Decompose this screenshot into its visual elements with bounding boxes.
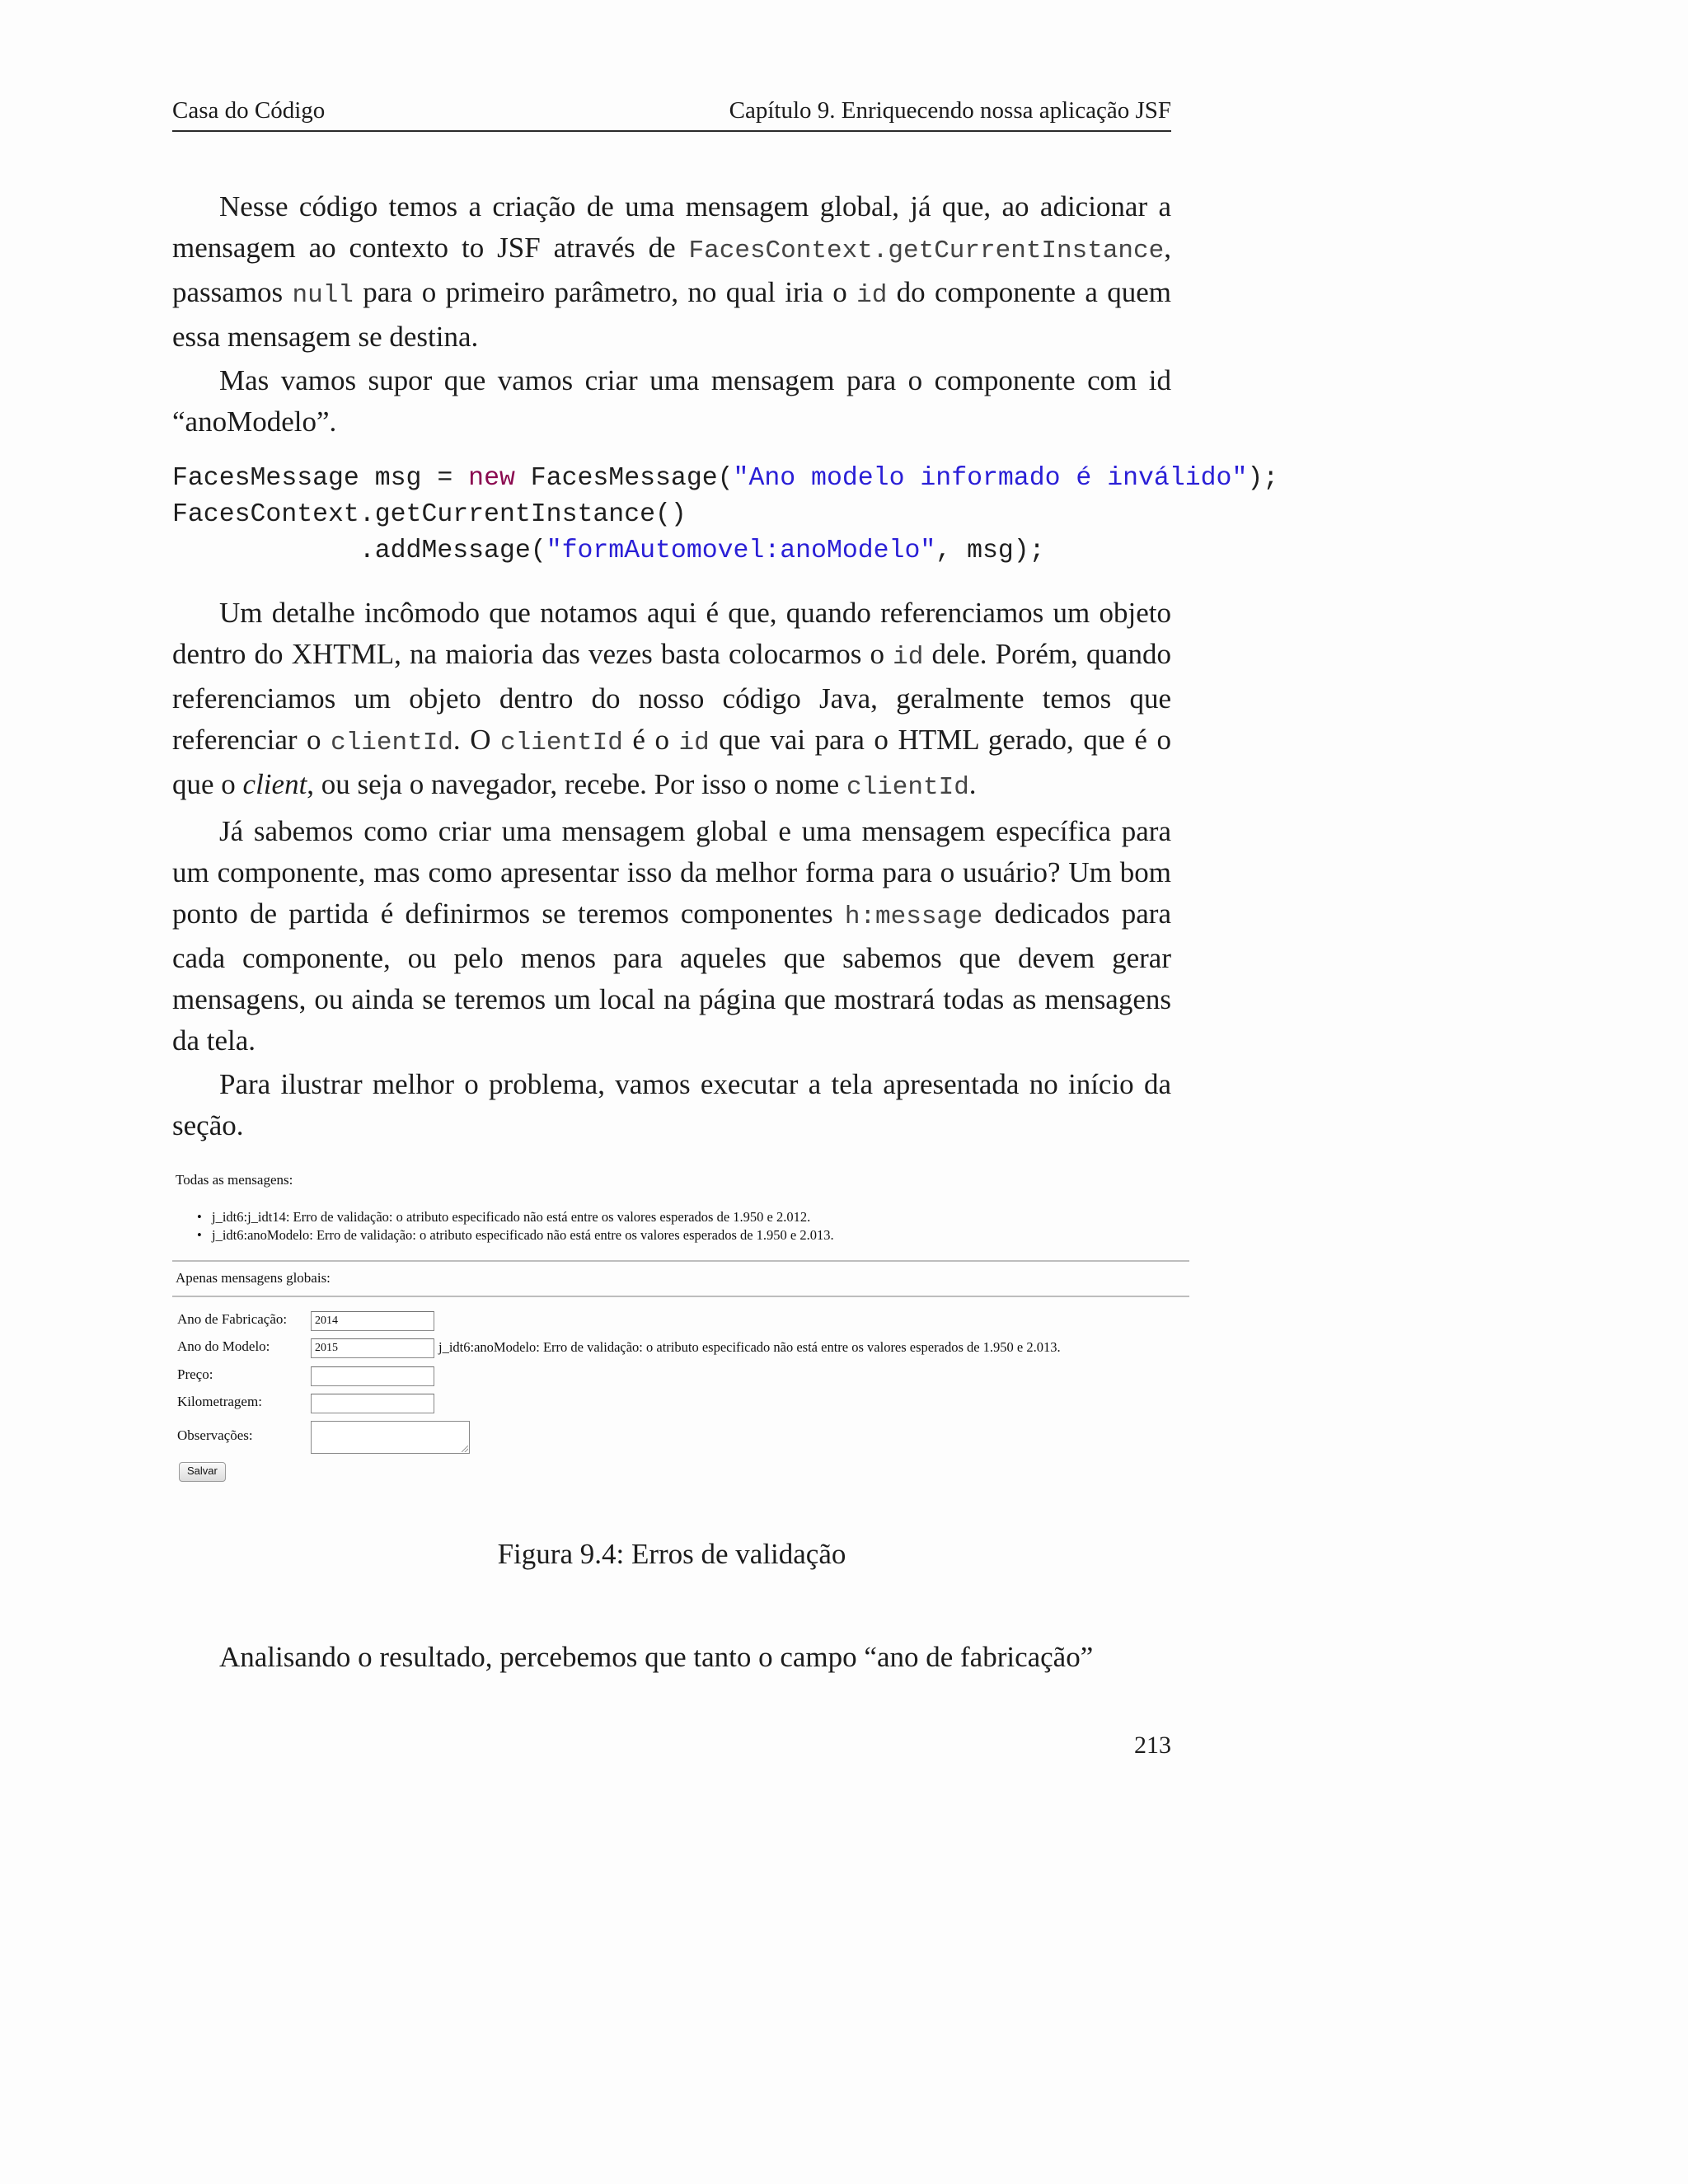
paragraph-analysis: Analisando o resultado, percebemos que tanto o campo “ano de fabricação” xyxy=(219,1641,1094,1673)
kilometragem-input[interactable] xyxy=(311,1394,434,1413)
code-string: "formAutomovel:anoModelo" xyxy=(546,537,936,565)
ano-fabricacao-input[interactable]: 2014 xyxy=(311,1311,434,1331)
code-text: FacesMessage( xyxy=(514,464,734,493)
chapter-title: Capítulo 9. Enriquecendo nossa aplicação JSF xyxy=(729,97,1171,124)
code-text: ); xyxy=(1247,464,1279,493)
inline-code: FacesContext.getCurrentInstance xyxy=(688,237,1165,265)
all-messages-heading: Todas as mensagens: xyxy=(176,1172,293,1188)
book-title: Casa do Código xyxy=(172,97,326,124)
text-block-top xyxy=(172,186,1171,445)
ano-modelo-input[interactable]: 2015 xyxy=(311,1338,434,1358)
text-run: para o primeiro parâmetro, no qual iria o xyxy=(353,276,857,308)
inline-code: clientId xyxy=(331,729,453,757)
messages-list xyxy=(197,1208,834,1244)
text-run: . xyxy=(968,768,977,800)
code-string: "Ano modelo informado é inválido" xyxy=(733,464,1248,493)
inline-code: h:message xyxy=(844,902,983,931)
text-run: Nesse código temos a criação de uma mensagem global, já que, ao adicionar a mensagem ao contexto to JSF através de xyxy=(172,190,1171,264)
divider xyxy=(172,1260,1189,1262)
code-text: FacesMessage msg = xyxy=(172,464,469,493)
divider xyxy=(172,1296,1189,1297)
list-item: • j_idt6:anoModelo: Erro de validação: o atributo especificado não está entre os valores esperados de 1.950 e 2.013. xyxy=(197,1226,834,1244)
inline-code: id xyxy=(678,729,710,757)
inline-code: id xyxy=(893,643,924,672)
resize-grip-icon[interactable] xyxy=(462,1446,468,1452)
text-block-middle xyxy=(172,593,1171,1149)
kilometragem-label: Kilometragem: xyxy=(177,1394,262,1409)
figure-screenshot xyxy=(172,1162,1189,1492)
running-header xyxy=(172,97,1171,132)
code-text: FacesContext.getCurrentInstance() xyxy=(172,500,687,529)
ano-modelo-label: Ano do Modelo: xyxy=(177,1338,270,1354)
inline-code: null xyxy=(292,281,354,310)
observacoes-label: Observações: xyxy=(177,1427,253,1443)
inline-code: id xyxy=(856,281,888,310)
text-run: . O xyxy=(452,724,501,756)
code-keyword: new xyxy=(468,464,515,493)
save-button[interactable]: Salvar xyxy=(179,1462,226,1482)
text-block-bottom xyxy=(172,1637,1171,1680)
ano-modelo-error-message: j_idt6:anoModelo: Erro de validação: o atributo especificado não está entre os valores esperados de 1.950 e 2.013. xyxy=(438,1339,1061,1355)
preco-input[interactable] xyxy=(311,1366,434,1386)
text-run: Um detalhe incômodo que notamos aqui é que, quando referenciamos um objeto dentro do XHTML, na maioria das vezes basta colocarmos o xyxy=(172,597,1171,670)
paragraph-component-message: Mas vamos supor que vamos criar uma mensagem para o componente com id “anoModelo”. xyxy=(172,364,1171,438)
paragraph-clientid xyxy=(172,593,1171,808)
observacoes-textarea[interactable] xyxy=(311,1421,470,1454)
text-run: dele. Porém, quando referenciamos um objeto dentro do nosso código Java, geralmente temos que referenciar o xyxy=(172,638,1171,756)
text-run: é o xyxy=(622,724,679,756)
inline-code: clientId xyxy=(846,773,969,802)
global-messages-heading: Apenas mensagens globais: xyxy=(176,1270,331,1286)
text-run: dedicados para cada componente, ou pelo menos para aqueles que sabemos que devem gerar mensagens, ou ainda se teremos um local na página que mostrará todas as mensagens da tela. xyxy=(172,898,1171,1057)
code-text: , msg); xyxy=(935,537,1045,565)
preco-label: Preço: xyxy=(177,1366,213,1382)
text-run: do componente a quem essa mensagem se destina. xyxy=(172,276,1171,353)
list-item: • j_idt6:j_idt14: Erro de validação: o atributo especificado não está entre os valores esperados de 1.950 e 2.012. xyxy=(197,1208,834,1226)
inline-code: clientId xyxy=(500,729,623,757)
emphasis: client xyxy=(242,768,307,800)
text-run: , passamos xyxy=(172,232,1171,308)
paragraph-global-message xyxy=(172,186,1171,358)
text-run: que vai para o HTML gerado, que é o que o xyxy=(172,724,1171,800)
text-run: Já sabemos como criar uma mensagem global e uma mensagem específica para um componente, mas como apresentar isso da melhor forma para o usuário? Um bom ponto de partida é definirmos se teremos componentes xyxy=(172,815,1171,930)
text-run: , ou seja o navegador, recebe. Por isso o nome xyxy=(307,768,846,800)
paragraph-illustrate: Para ilustrar melhor o problema, vamos executar a tela apresentada no início da seção. xyxy=(172,1068,1171,1141)
page-number: 213 xyxy=(1134,1732,1171,1759)
paragraph-presentation xyxy=(172,811,1171,1062)
figure-caption: Figura 9.4: Erros de validação xyxy=(497,1538,846,1570)
ano-fabricacao-label: Ano de Fabricação: xyxy=(177,1311,288,1327)
code-listing xyxy=(172,461,1278,569)
code-text: .addMessage( xyxy=(172,537,546,565)
